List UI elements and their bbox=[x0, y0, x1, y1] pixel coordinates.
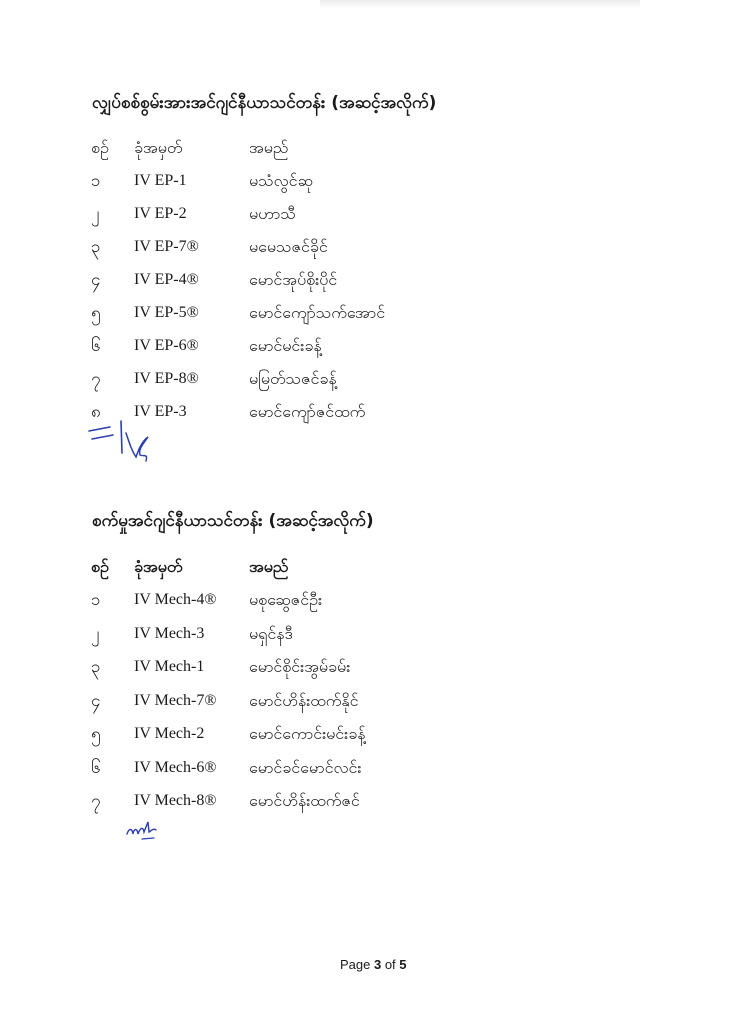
row-seat-code: IV EP-1 bbox=[134, 172, 187, 189]
row-number: ၃ bbox=[91, 657, 101, 677]
row-seat-code: IV Mech-2 bbox=[134, 725, 205, 742]
header-name: အမည် bbox=[249, 557, 289, 576]
row-number: ၅ bbox=[91, 724, 101, 744]
row-seat-code: IV EP-7® bbox=[134, 238, 199, 255]
row-student-name: မောင်အုပ်စိုးပိုင် bbox=[249, 270, 338, 289]
page-total: 5 bbox=[399, 957, 407, 972]
header-no: စဉ် bbox=[91, 557, 109, 576]
table-row bbox=[0, 236, 729, 264]
row-student-name: မောင်ကောင်းမင်းခန့် bbox=[249, 724, 366, 743]
row-number: ၂ bbox=[91, 623, 100, 644]
row-seat-code: IV EP-5® bbox=[134, 304, 199, 321]
row-student-name: မောင်ခင်မောင်လင်း bbox=[249, 757, 362, 777]
row-number: ၁ bbox=[91, 171, 101, 191]
row-number: ၁ bbox=[91, 590, 101, 610]
row-seat-code: IV EP-3 bbox=[134, 403, 187, 420]
row-number: ၇ bbox=[91, 791, 101, 811]
row-seat-code: IV Mech-7® bbox=[134, 691, 217, 709]
table-row bbox=[0, 790, 729, 818]
row-seat-code: IV EP-8® bbox=[134, 370, 199, 387]
table-row bbox=[0, 656, 729, 684]
row-student-name: မောင်ဟိန်းထက်နိုင် bbox=[249, 690, 359, 710]
row-seat-code: IV EP-4® bbox=[134, 271, 199, 288]
table-row bbox=[0, 368, 729, 396]
row-number: ၂ bbox=[91, 204, 100, 224]
table-row bbox=[0, 335, 729, 363]
table-row bbox=[0, 723, 729, 751]
table-row bbox=[0, 757, 729, 785]
page-current: 3 bbox=[373, 957, 382, 972]
row-seat-code: IV Mech-6® bbox=[134, 758, 217, 776]
row-seat-code: IV EP-6® bbox=[134, 337, 199, 354]
row-seat-code: IV Mech-3 bbox=[134, 624, 205, 642]
row-student-name: မဟာသီ bbox=[249, 204, 296, 223]
table-row bbox=[0, 623, 729, 651]
row-number: ၄ bbox=[91, 690, 101, 711]
table-row bbox=[0, 170, 729, 198]
row-seat-code: IV Mech-4® bbox=[134, 591, 217, 608]
header-code: ခုံအမှတ် bbox=[134, 138, 183, 157]
scan-artifact bbox=[320, 0, 640, 8]
table-row bbox=[0, 203, 729, 231]
row-seat-code: IV Mech-1 bbox=[134, 658, 205, 675]
table-row bbox=[0, 269, 729, 297]
row-student-name: မစုဆွေဇင်ဦး bbox=[249, 590, 322, 609]
row-student-name: မောင်မင်းခန့် bbox=[249, 336, 322, 355]
table-row bbox=[0, 302, 729, 330]
row-student-name: မောင်ကျော်သက်အောင် bbox=[249, 303, 386, 322]
row-number: ၇ bbox=[91, 369, 101, 389]
row-student-name: မမေသဇင်ခိုင် bbox=[249, 237, 328, 256]
row-student-name: မောင်ကျော်ဇင်ထက် bbox=[249, 402, 366, 421]
row-student-name: မောင်စိုင်းအွမ်ခမ်း bbox=[249, 657, 351, 676]
row-number: ၅ bbox=[91, 303, 101, 323]
row-number: ၆ bbox=[91, 757, 101, 778]
page-footer bbox=[340, 957, 407, 972]
table-row bbox=[0, 589, 729, 617]
table-row bbox=[0, 690, 729, 718]
header-code: ခုံအမှတ် bbox=[134, 557, 183, 576]
header-no: စဉ် bbox=[91, 138, 109, 157]
row-student-name: မောင်ဟိန်းထက်ဇင် bbox=[249, 791, 360, 810]
row-seat-code: IV Mech-8® bbox=[134, 792, 217, 809]
row-number: ၃ bbox=[91, 237, 101, 257]
handwritten-initials-2 bbox=[124, 818, 168, 844]
row-student-name: မမြတ်သဇင်ခန့် bbox=[249, 369, 337, 388]
row-number: ၆ bbox=[91, 336, 101, 356]
handwritten-signature-1 bbox=[86, 415, 166, 467]
row-number: ၈ bbox=[91, 402, 101, 422]
row-student-name: မသံလွင်ဆု bbox=[249, 171, 313, 190]
row-seat-code: IV EP-2 bbox=[134, 205, 187, 222]
section-title-mechanical: စက်မှုအင်ဂျင်နီယာသင်တန်း (အဆင့်အလိုက်) bbox=[92, 511, 374, 531]
row-student-name: မရှင်နဒီ bbox=[249, 623, 293, 643]
section-title-electrical: လျှပ်စစ်စွမ်းအားအင်ဂျင်နီယာသင်တန်း (အဆင့်အလိုက်) bbox=[92, 93, 437, 113]
page-prefix: Page bbox=[340, 957, 374, 972]
page-middle: of bbox=[381, 957, 400, 972]
header-name: အမည် bbox=[249, 138, 289, 157]
row-number: ၄ bbox=[91, 270, 101, 290]
